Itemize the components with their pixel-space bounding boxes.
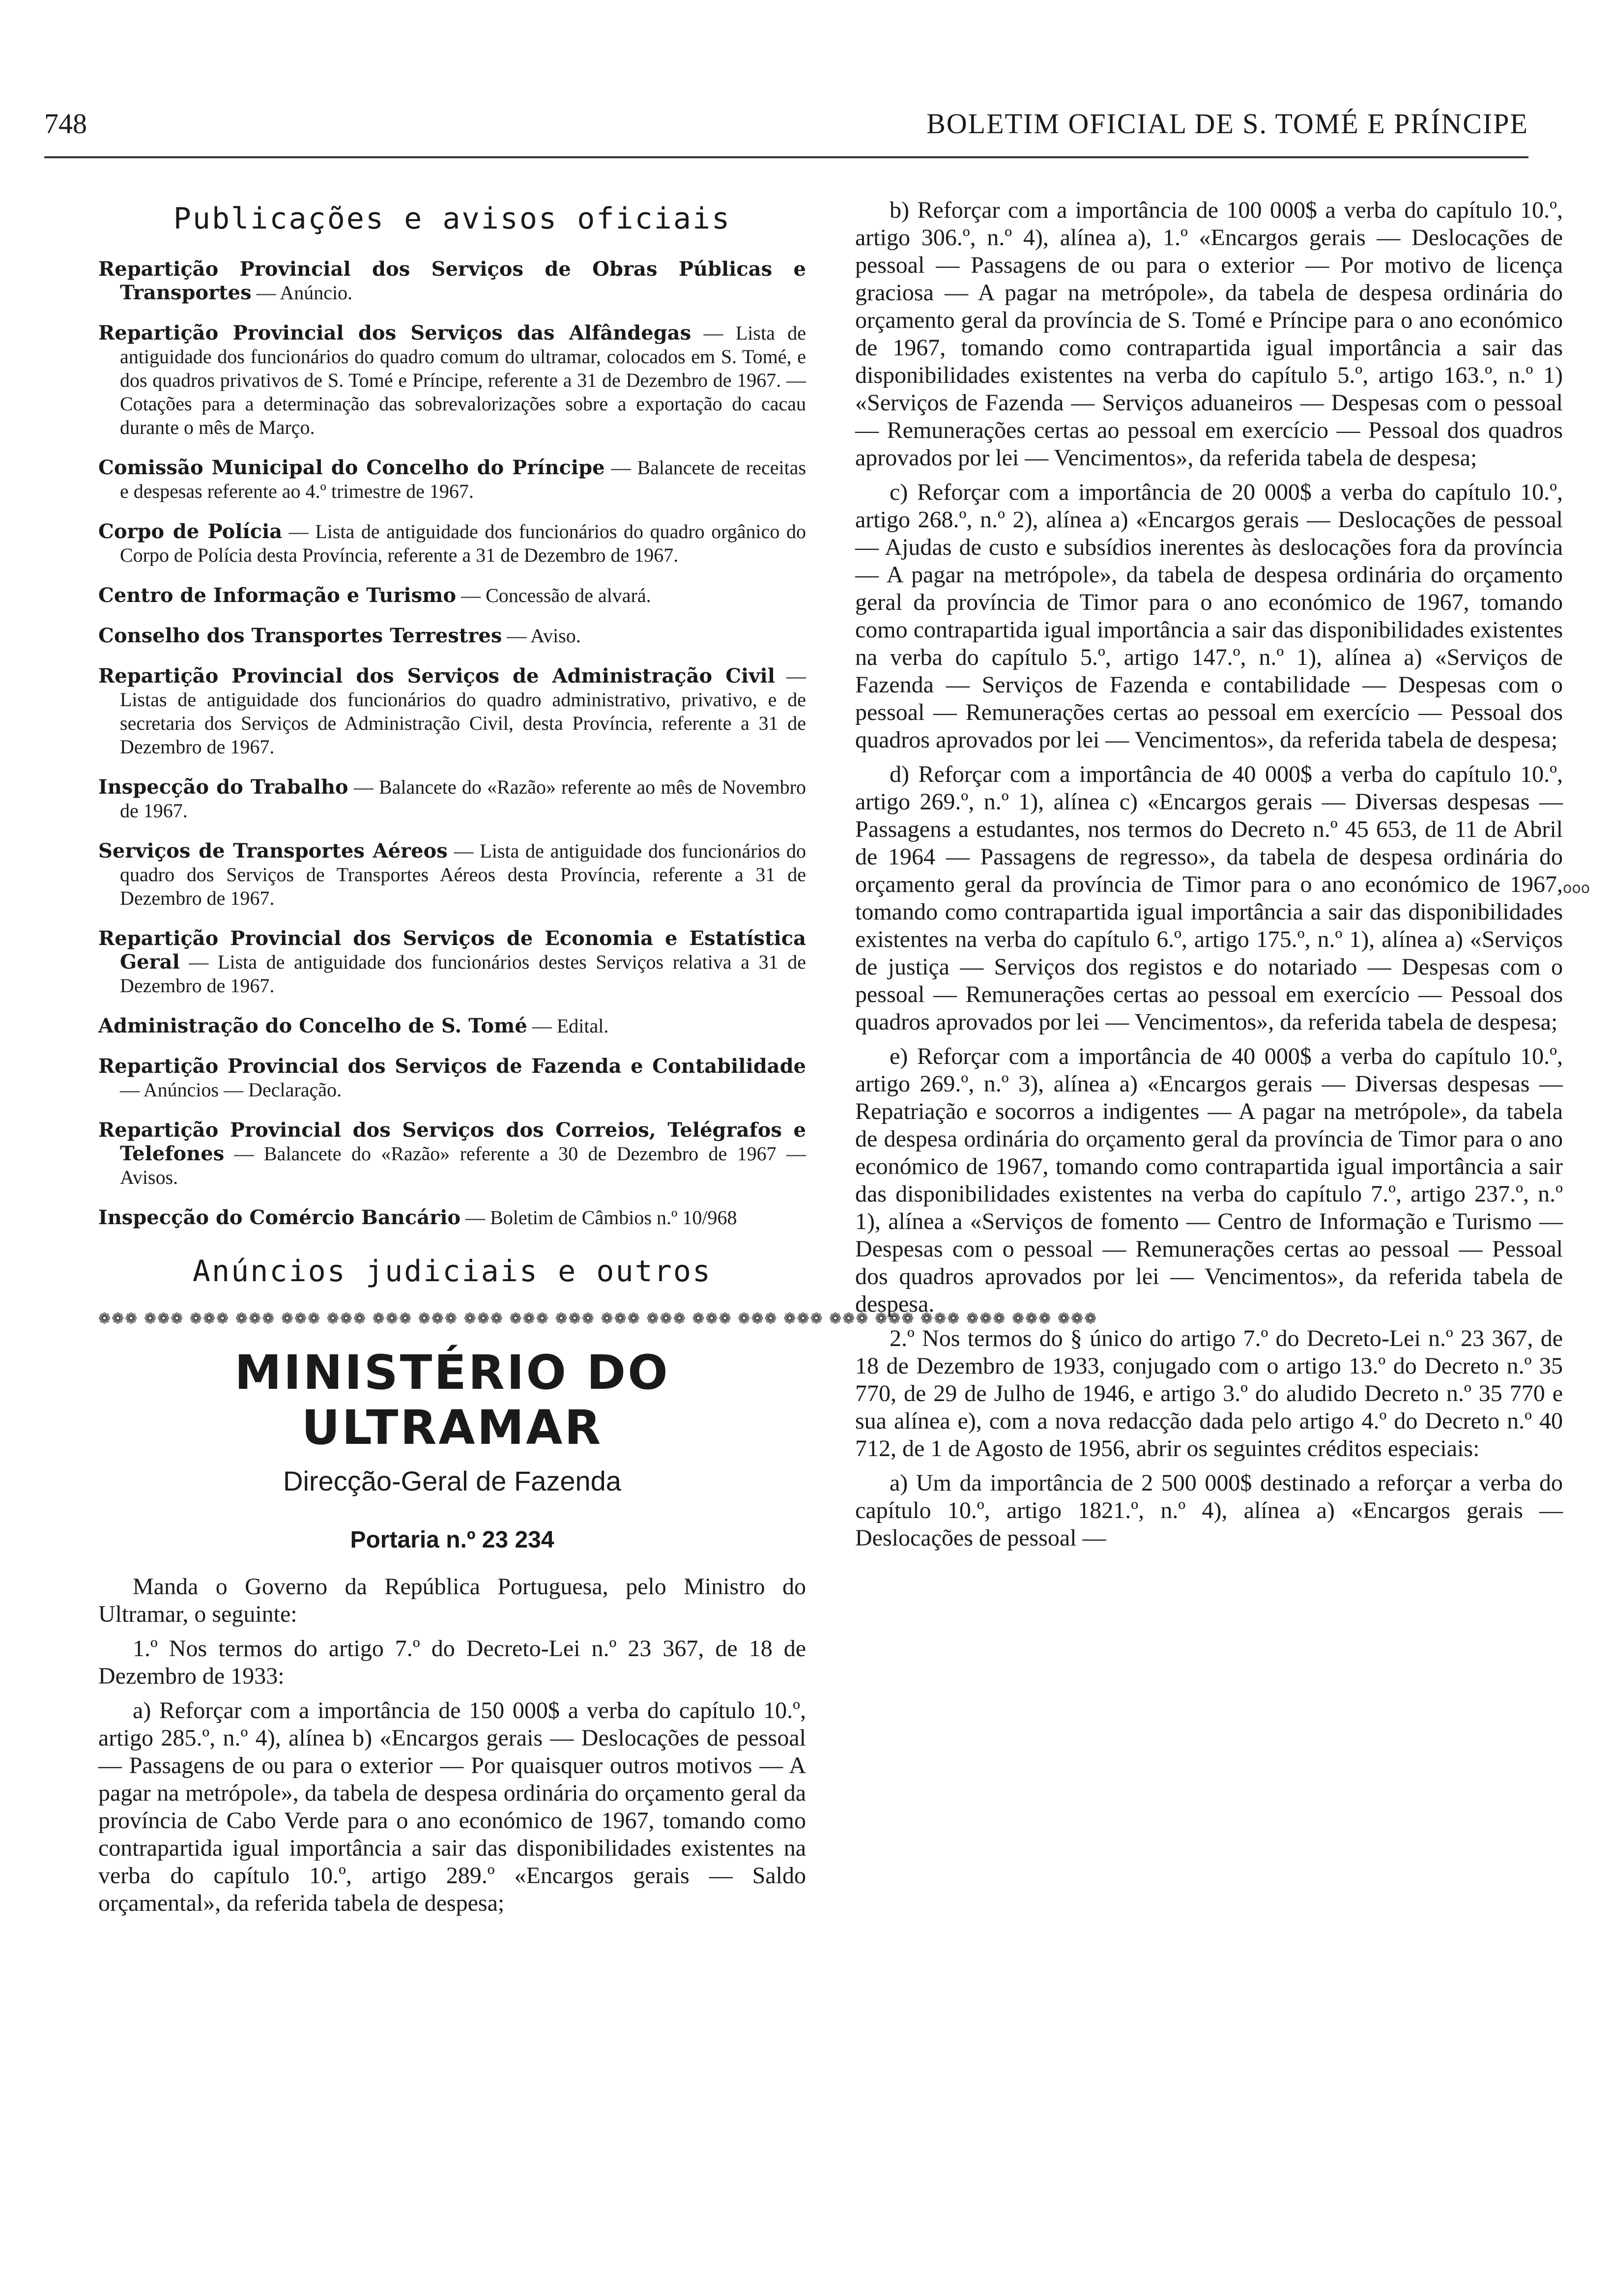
summary-entry [98, 456, 806, 503]
summary-text: — Listas de antiguidade dos funcionários do quadro administrativo, privativo, e de secretaria dos Serviços de Administração Civil, desta Província, referente a 31 de Dezembro de 1967. [120, 665, 806, 758]
summary-text: — Aviso. [502, 625, 581, 647]
decree-paragraph-2: 2.º Nos termos do § único do artigo 7.º do Decreto-Lei n.º 23 367, de 18 de Dezembro de 1933, conjugado com o artigo 13.º do Decreto n.º 35 770, de 29 de Julho de 1946, e artigo 3.º do aludido Decreto n.º 35 770 e sua alínea e), com a nova redacção dada pelo artigo 4.º do Decreto n.º 40 712, de 1 de Agosto de 1956, abrir os seguintes créditos especiais: [855, 1325, 1563, 1462]
summary-org: Centro de Informação e Turismo [98, 584, 457, 607]
official-section-title: Publicações e avisos oficiais [173, 201, 731, 236]
summary-entry [98, 927, 806, 998]
page-number: 748 [44, 108, 87, 140]
summary-org: Comissão Municipal do Concelho do Príncipe [98, 456, 605, 479]
summary-entry [98, 664, 806, 759]
summary-entry [98, 839, 806, 910]
summary-entry [98, 258, 806, 305]
decree-paragraph-e: e) Reforçar com a importância de 40 000$ a verba do capítulo 10.º, artigo 269.º, n.º 3), alínea a) «Encargos gerais — Diversas despesas — Repatriação e socorros a indigentes — A pagar na metrópole», da tabela de despesa ordinária do orçamento geral da província de Timor para o ano económico de 1967, tomando como contrapartida igual importância a sair das disponibilidades existentes na verba do capítulo 7.º, artigo 237.º, n.º 1), alínea a «Serviços de fomento — Centro de Informação e Turismo — Despesas com o pessoal — Remunerações certas ao pessoal — Pessoal dos quadros aprovados por lei — Vencimentos», da referida tabela de despesa. [855, 1043, 1563, 1317]
page-header [44, 107, 1528, 149]
summary-entry [98, 1206, 806, 1230]
ornament-divider: ❁❁❁ ❁❁❁ ❁❁❁ ❁❁❁ ❁❁❁ ❁❁❁ ❁❁❁ ❁❁❁ ❁❁❁ ❁❁❁ ❁❁❁ ❁❁❁ ❁❁❁ ❁❁❁ ❁❁❁ ❁❁❁ ❁❁❁ ❁❁❁ ❁❁❁ ❁❁❁ ❁❁❁ ❁❁❁ [98, 1310, 1098, 1327]
summary-org: Administração do Concelho de S. Tomé [98, 1014, 527, 1037]
summary-text: — Balancete do «Razão» referente ao mês de Novembro de 1967. [120, 776, 806, 822]
decree-paragraph-b: b) Reforçar com a importância de 100 000$ a verba do capítulo 10.º, artigo 306.º, n.º 4), alínea a), 1.º «Encargos gerais — Deslocações de pessoal — Passagens de ou para o exterior — Por motivo de licença graciosa — A pagar na metrópole», da tabela de despesa ordinária do orçamento geral da província de S. Tomé e Príncipe para o ano económico de 1967, tomando como contrapartida igual importância a sair das disponibilidades existentes na verba do capítulo 5.º, artigo 163.º, n.º 1) «Serviços de Fazenda — Serviços aduaneiros — Despesas com o pessoal — Remunerações certas ao pessoal em exercício — Pessoal dos quadros aprovados por lei — Vencimentos», da referida tabela de despesa; [855, 197, 1563, 471]
summary-org: Repartição Provincial dos Serviços de Fazenda e Contabilidade [98, 1055, 806, 1078]
summary-org: Serviços de Transportes Aéreos [98, 839, 448, 862]
summary-org: Repartição Provincial dos Serviços das Alfândegas [98, 321, 691, 344]
decree-paragraph-d: d) Reforçar com a importância de 40 000$ a verba do capítulo 10.º, artigo 269.º, n.º 1), alínea c) «Encargos gerais — Diversas despesas — Passagens a estudantes, nos termos do Decreto n.º 45 653, de 11 de Abril de 1964 — Passagens de regresso», da tabela de despesa ordinária do orçamento geral da província de Timor para o ano económico de 1967, tomando como contrapartida igual importância a sair das disponibilidades existentes na verba do capítulo 6.º, artigo 175.º, n.º 1), alínea a) «Serviços de justiça — Serviços dos registos e do notariado — Despesas com o pessoal — Remunerações certas ao pessoal em exercício — Pessoal dos quadros aprovados por lei — Vencimentos», da referida tabela de despesa; [855, 761, 1563, 1035]
decree-body-right [855, 197, 1563, 1552]
summary-entry [98, 1119, 806, 1189]
summary-org: Repartição Provincial dos Serviços de Economia e Estatística Geral [98, 927, 806, 974]
summary-text: — Balancete do «Razão» referente a 30 de Dezembro de 1967 — Avisos. [120, 1143, 806, 1188]
summary-text: — Concessão de alvará. [456, 584, 651, 606]
summary-entry [98, 1014, 806, 1038]
summary-org: Repartição Provincial dos Serviços de Administração Civil [98, 664, 775, 688]
judicial-section-title: Anúncios judiciais e outros [192, 1254, 712, 1289]
summary-entry [98, 624, 806, 648]
direccao-heading: Direcção-Geral de Fazenda [283, 1465, 621, 1496]
summary-entry [98, 584, 806, 607]
decree-paragraph-1: 1.º Nos termos do artigo 7.º do Decreto-Lei n.º 23 367, de 18 de Dezembro de 1933: [98, 1636, 806, 1689]
left-column [98, 197, 1098, 2285]
summary-text: — Lista de antiguidade dos funcionários do quadro dos Serviços de Transportes Aéreos desta Província, referente a 31 de Dezembro de 1967. [120, 840, 806, 909]
summary-text: — Lista de antiguidade dos funcionários do quadro comum do ultramar, colocados em S. Tomé, e dos quadros privativos de S. Tomé e Príncipe, referente a 31 de Dezembro de 1967. — Cotações para a determinação das sobrevalorizações sobre a exportação do cacau durante o mês de Março. [120, 322, 806, 438]
ministry-heading: MINISTÉRIO DO ULTRAMAR [234, 1345, 670, 1455]
summary-text: — Anúncios — Declaração. [120, 1079, 342, 1101]
header-rule [44, 156, 1528, 158]
summary-entry [98, 775, 806, 823]
decree-paragraph-c: c) Reforçar com a importância de 20 000$ a verba do capítulo 10.º, artigo 268.º, n.º 2), alínea a) «Encargos gerais — Deslocações de pessoal — Ajudas de custo e subsídios inerentes às deslocações fora da província — A pagar na metrópole», da tabela de despesa ordinária do orçamento geral da província de Timor para o ano económico de 1967, tomando como contrapartida igual importância a sair das disponibilidades existentes na verba do capítulo 5.º, artigo 147.º, n.º 1), alínea a) «Serviços de Fazenda — Serviços de Fazenda e contabilidade — Despesas com o pessoal — Remunerações certas ao pessoal em exercício — Pessoal dos quadros aprovados por lei — Vencimentos», da referida tabela de despesa; [855, 479, 1563, 753]
margin-mark: ooo [1563, 880, 1590, 897]
summary-org: Conselho dos Transportes Terrestres [98, 624, 502, 647]
summary-text: — Lista de antiguidade dos funcionários destes Serviços relativa a 31 de Dezembro de 1967. [120, 951, 806, 997]
decree-intro: Manda o Governo da República Portuguesa, pelo Ministro do Ultramar, o seguinte: [98, 1574, 806, 1627]
summary-org: Inspecção do Trabalho [98, 775, 348, 799]
summary-entry [98, 1055, 806, 1102]
summary-text: — Balancete de receitas e despesas referente ao 4.º trimestre de 1967. [120, 457, 806, 502]
summary-org: Repartição Provincial dos Serviços dos Correios, Telégrafos e Telefones [98, 1119, 806, 1165]
portaria-number: Portaria n.º 23 234 [350, 1527, 554, 1553]
summary-entry [98, 520, 806, 567]
decree-paragraph-2a: a) Um da importância de 2 500 000$ destinado a reforçar a verba do capítulo 10.º, artigo 1821.º, n.º 4), alínea a) «Encargos gerais — Deslocações de pessoal — [855, 1470, 1563, 1551]
decree-paragraph-a: a) Reforçar com a importância de 150 000$ a verba do capítulo 10.º, artigo 285.º, n.º 4), alínea b) «Encargos gerais — Deslocações de pessoal — Passagens de ou para o exterior — Por quaisquer outros motivos — A pagar na metrópole», da tabela de despesa ordinária do orçamento geral da província de Cabo Verde para o ano económico de 1967, tomando como contrapartida igual importância a sair das disponibilidades existentes na verba do capítulo 10.º, artigo 289.º «Encargos gerais — Saldo orçamental», da referida tabela de despesa; [98, 1697, 806, 1916]
decree-body-left [98, 1573, 806, 1917]
summary-org: Repartição Provincial dos Serviços de Obras Públicas e Transportes [98, 258, 806, 304]
summary-text: — Boletim de Câmbios n.º 10/968 [461, 1206, 737, 1229]
right-column [855, 197, 1563, 2285]
summary-entry [98, 321, 806, 439]
summary-org: Inspecção do Comércio Bancário [98, 1206, 461, 1229]
publication-title: BOLETIM OFICIAL DE S. TOMÉ E PRÍNCIPE [926, 108, 1528, 140]
summary-text: — Edital. [527, 1015, 609, 1037]
summary-org: Corpo de Polícia [98, 520, 283, 543]
summary-text: — Lista de antiguidade dos funcionários do quadro orgânico do Corpo de Polícia desta Província, referente a 31 de Dezembro de 1967. [120, 520, 806, 566]
summary-text: — Anúncio. [251, 282, 353, 304]
official-summary-list [98, 258, 806, 1230]
